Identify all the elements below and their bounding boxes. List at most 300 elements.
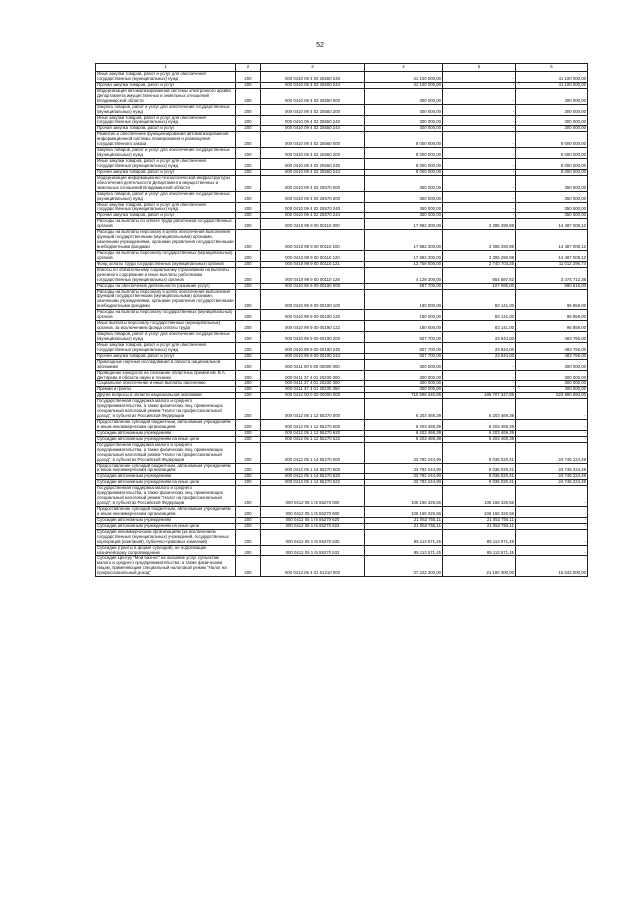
row-name: Закупка товаров, работ и услуг для обеспечения государственных (муниципальных) нужд [96,104,236,115]
row-executed: 9 036 020,41 [443,480,516,486]
table-row [96,545,588,556]
row-executed: 23 944,00 [443,353,516,359]
row-name: Иные закупки товаров, работ и услуг для обеспечения государственных (муниципальных) нужд [96,72,236,83]
row-approved: 8 000 000,00 [365,169,443,175]
row-executed: 106 166 326,56 [443,486,516,507]
row-budget-code: 000 0410 99 9 00 00110 120 [261,250,365,261]
row-executed: 3 395 290,88 [443,250,516,261]
row-approved: 300 000,00 [365,104,443,115]
row-executed: 23 944,00 [443,332,516,343]
row-executed: - [443,82,516,88]
row-approved: 180 000,00 [365,289,443,310]
row-budget-code: 000 0410 99 9 00 00190 000 [261,283,365,289]
row-approved: 300 000,00 [365,359,443,370]
row-line-code: 200 [236,104,261,115]
row-approved: 85 113 571,45 [365,529,443,545]
row-name: Прочая закупка товаров, работ и услуг [96,169,236,175]
table-row [96,463,588,474]
header-col-3: 3 [261,64,365,72]
row-name: Субсидии автономным учреждениям [96,517,236,523]
row-line-code: 200 [236,342,261,353]
row-executed: 21 052 755,11 [443,523,516,529]
row-line-code: 200 [236,72,261,83]
row-unexecuted: 300 000,00 [516,387,588,393]
row-approved: 33 782 244,90 [365,480,443,486]
row-line-code: 200 [236,381,261,387]
row-approved: 507 700,00 [365,342,443,353]
row-approved: 4 129 300,00 [365,267,443,283]
row-budget-code: 000 0412 05 1 I5 55270 600 [261,507,365,518]
table-row [96,159,588,170]
row-line-code: 200 [236,250,261,261]
row-name: Расходы на выплаты персоналу государственных (муниципальных) органов [96,250,236,261]
row-unexecuted: - [516,545,588,556]
row-approved: 300 000,00 [365,370,443,381]
row-unexecuted: 14 487 009,12 [516,219,588,230]
row-executed: 21 180 300,00 [443,556,516,577]
row-budget-code: 000 0412 05 1 12 55270 600 [261,420,365,431]
budget-table-container [95,63,587,577]
row-line-code: 200 [236,517,261,523]
row-line-code: 200 [236,132,261,148]
table-row [96,230,588,251]
row-approved: 8 000 000,00 [365,148,443,159]
row-budget-code: 000 0412 05 1 I5 55270 633 [261,545,365,556]
row-budget-code: 000 0411 37 4 01 20230 300 [261,381,365,387]
table-row [96,88,588,104]
row-line-code: 200 [236,219,261,230]
row-line-code: 200 [236,126,261,132]
row-approved: 300 000,00 [365,115,443,126]
row-unexecuted: 483 756,00 [516,353,588,359]
row-name: Субсидии автономным учреждениям на иные цели [96,436,236,442]
row-executed: - [443,175,516,191]
row-executed: 9 036 020,41 [443,463,516,474]
row-line-code: 200 [236,523,261,529]
row-approved: 41 100 000,00 [365,72,443,83]
row-budget-code: 000 0412 05 1 I5 55270 622 [261,523,365,529]
row-name: Проведение конкурсов на соискание областных премий им. В.А. Дегтярева в области науки и техники [96,370,236,381]
table-row [96,148,588,159]
row-executed: - [443,159,516,170]
row-name: Предоставление субсидий бюджетным, автономным учреждениям и иным некоммерческим организациям [96,507,236,518]
row-name: Расходы на выплаты персоналу государственных (муниципальных) органов [96,310,236,321]
row-executed: 186 707 347,85 [443,393,516,399]
row-unexecuted: - [516,517,588,523]
row-executed: - [443,202,516,213]
row-unexecuted: 300 000,00 [516,126,588,132]
row-executed: - [443,359,516,370]
row-line-code: 200 [236,442,261,463]
row-line-code: 200 [236,289,261,310]
row-unexecuted: - [516,523,588,529]
row-executed: - [443,169,516,175]
row-name: Фонд оплаты труда государственных (муниципальных) органов [96,261,236,267]
row-name: Прочая закупка товаров, работ и услуг [96,213,236,219]
row-line-code: 200 [236,507,261,518]
row-name: Субсидия Центру "Мой бизнес" на оказание услуг субъектам малого и среднего предпринимательства, а также физическим лицам, применяющим специальный налоговый режим "Налог на профессиональный доход" [96,556,236,577]
row-approved: 17 882 300,00 [365,230,443,251]
row-unexecuted: 8 000 000,00 [516,159,588,170]
row-budget-code: 000 0410 09 4 02 25550 000 [261,88,365,104]
row-budget-code: 000 0411 00 0 00 00000 000 [261,359,365,370]
table-row [96,175,588,191]
row-budget-code: 000 0410 09 4 02 25550 244 [261,126,365,132]
table-row [96,399,588,420]
table-row [96,321,588,332]
row-unexecuted: 41 100 000,00 [516,72,588,83]
row-approved: 8 000 000,00 [365,132,443,148]
row-name: Субсидии автономным учреждениям [96,430,236,436]
table-row [96,332,588,343]
table-row [96,529,588,545]
row-approved: 17 882 300,00 [365,250,443,261]
row-approved: 180 000,00 [365,321,443,332]
table-row [96,310,588,321]
row-approved: 300 000,00 [365,381,443,387]
row-budget-code: 000 0410 09 4 02 25560 200 [261,148,365,159]
row-unexecuted: 3 474 712,38 [516,267,588,283]
row-executed: 83 141,00 [443,289,516,310]
row-name: Иные закупки товаров, работ и услуг для обеспечения государственных (муниципальных) нужд [96,115,236,126]
row-unexecuted: - [516,486,588,507]
row-approved: 33 782 244,90 [365,442,443,463]
row-name: Закупка товаров, работ и услуг для обеспечения государственных (муниципальных) нужд [96,191,236,202]
row-unexecuted: 8 000 000,00 [516,169,588,175]
row-approved: 33 782 244,90 [365,474,443,480]
table-row [96,202,588,213]
table-row [96,370,588,381]
row-budget-code: 000 0410 09 4 02 25550 200 [261,104,365,115]
table-body [96,64,588,577]
header-col-2: 2 [236,64,261,72]
row-approved: 350 000,00 [365,202,443,213]
row-executed: - [443,381,516,387]
row-budget-code: 000 0410 99 9 00 00190 244 [261,353,365,359]
row-name: Субсидии (гранты в форме субсидий), не подлежащие казначейскому сопровождению [96,545,236,556]
row-line-code: 200 [236,399,261,420]
row-line-code: 200 [236,283,261,289]
table-row [96,442,588,463]
table-row [96,289,588,310]
row-approved: 300 000,00 [365,387,443,393]
row-budget-code: 000 0410 09 4 02 25570 200 [261,191,365,202]
row-approved: 350 000,00 [365,213,443,219]
row-budget-code: 000 0412 00 0 00 00000 000 [261,393,365,399]
row-budget-code: 000 0411 37 4 01 20230 000 [261,370,365,381]
row-unexecuted: - [516,529,588,545]
row-approved: 13 758 000,00 [365,261,443,267]
row-name: Прочая закупка товаров, работ и услуг [96,353,236,359]
table-row [96,342,588,353]
row-name: Государственная поддержка малого и среднего предпринимательства, а также физических лиц, применяющих специальный налоговый режим "Налог на профессиональный доход", в субъектах Российской Федерации [96,442,236,463]
row-line-code: 200 [236,159,261,170]
row-unexecuted: 300 000,00 [516,88,588,104]
row-name: Расходы на обеспечение деятельности (оказание услуг) [96,283,236,289]
row-name: Расходы на выплаты персоналу в целях обеспечения выполнения функций государственными (муниципальными) органами, казенными учреждениями, органами управления государственными внебюджетными фондами [97,289,234,309]
table-header-row [96,64,588,72]
row-line-code: 200 [236,213,261,219]
row-unexecuted: 483 756,00 [516,332,588,343]
row-name: Иные выплаты персоналу государственных (муниципальных) органов, за исключением фонда оплаты труда [96,321,236,332]
row-approved: 6 203 469,39 [365,420,443,431]
row-line-code: 200 [236,436,261,442]
row-budget-code: 000 0412 05 1 I5 55270 630 [261,529,365,545]
row-budget-code: 000 0410 99 9 00 00190 240 [261,342,365,353]
row-unexecuted: 16 042 000,00 [516,556,588,577]
row-line-code: 200 [236,310,261,321]
row-name: Иные закупки товаров, работ и услуг для обеспечения государственных (муниципальных) нужд [96,342,236,353]
table-row [96,191,588,202]
row-unexecuted: 24 746 224,49 [516,474,588,480]
row-approved: 6 203 469,39 [365,399,443,420]
row-executed: - [443,191,516,202]
row-executed: 106 166 326,56 [443,507,516,518]
row-executed: - [443,213,516,219]
row-unexecuted: 41 100 000,00 [516,82,588,88]
row-unexecuted: - [516,436,588,442]
header-col-5: 5 [443,64,516,72]
row-name: Расходы на выплаты персоналу в целях обеспечения выполнения функций государственными (муниципальными) органами, казенными учреждениями, органами управления государственными внебюджетными фондами [97,229,234,249]
row-budget-code: 000 0410 99 9 00 00190 122 [261,321,365,332]
row-approved: 300 000,00 [365,88,443,104]
row-line-code: 200 [236,556,261,577]
row-line-code: 200 [236,393,261,399]
row-unexecuted: 11 012 296,74 [516,261,588,267]
row-unexecuted: 580 615,00 [516,283,588,289]
table-row [96,507,588,518]
row-executed: - [443,72,516,83]
row-executed: 83 141,00 [443,321,516,332]
row-budget-code: 000 0410 09 4 02 25500 244 [261,82,365,88]
row-unexecuted: 24 746 224,49 [516,480,588,486]
row-budget-code: 000 0412 05 1 12 55270 620 [261,430,365,436]
row-name: Модернизация информационно-технологической инфраструктуры обеспечения деятельности Департамента имущественных и земельных отношений Владимирской области [96,175,236,191]
row-unexecuted: 350 000,00 [516,191,588,202]
row-approved: 180 000,00 [365,310,443,321]
row-unexecuted: 300 000,00 [516,359,588,370]
row-unexecuted: 350 000,00 [516,202,588,213]
row-name: Прикладные научные исследования в области национальной экономики [96,359,236,370]
row-budget-code: 000 0412 05 1 14 55270 620 [261,474,365,480]
row-budget-code: 000 0410 99 9 00 00110 100 [261,230,365,251]
row-approved: 85 113 571,45 [365,545,443,556]
row-approved: 33 782 244,90 [365,463,443,474]
row-executed: 3 395 290,88 [443,219,516,230]
row-unexecuted: 96 859,00 [516,310,588,321]
row-budget-code: 000 0410 99 9 00 00190 200 [261,332,365,343]
header-col-6: 6 [516,64,588,72]
row-line-code: 200 [236,486,261,507]
row-name: Субсидии автономным учреждениям на иные цели [96,523,236,529]
row-executed: - [443,104,516,115]
row-approved: 507 700,00 [365,353,443,359]
row-executed: 3 395 290,88 [443,230,516,251]
row-approved: 106 166 326,56 [365,507,443,518]
row-executed: 23 944,00 [443,342,516,353]
row-line-code: 200 [236,148,261,159]
row-name: Субсидии автономным учреждениям на иные цели [96,480,236,486]
row-executed: 6 203 469,39 [443,436,516,442]
row-unexecuted: 24 746 224,49 [516,442,588,463]
row-approved: 710 698 340,85 [365,393,443,399]
row-line-code: 200 [236,545,261,556]
row-unexecuted: 14 487 009,12 [516,230,588,251]
table-row [96,104,588,115]
row-approved: 350 000,00 [365,175,443,191]
row-name: Государственная поддержка малого и среднего предпринимательства, а также физических лиц, применяющих специальный налоговый режим "Налог на профессиональный доход", в субъектах Российской Федерации [96,399,236,420]
row-unexecuted: 350 000,00 [516,213,588,219]
row-name: Предоставление субсидий бюджетным, автономным учреждениям и иным некоммерческим организациям [96,463,236,474]
row-budget-code: 000 0410 09 4 02 25560 000 [261,132,365,148]
row-name: Иные закупки товаров, работ и услуг для обеспечения государственных (муниципальных) нужд [96,202,236,213]
row-line-code: 200 [236,321,261,332]
row-budget-code: 000 0412 05 1 12 55270 000 [261,399,365,420]
table-row [96,359,588,370]
row-name: Премии и гранты [96,387,236,393]
row-line-code: 200 [236,267,261,283]
row-line-code: 200 [236,191,261,202]
row-line-code: 200 [236,370,261,381]
row-line-code: 200 [236,480,261,486]
row-executed: 21 052 755,11 [443,517,516,523]
row-budget-code: 000 0410 09 4 02 25560 240 [261,159,365,170]
row-line-code: 200 [236,463,261,474]
row-unexecuted: 14 487 009,12 [516,250,588,261]
row-line-code: 200 [236,529,261,545]
row-executed: - [443,126,516,132]
row-executed: 9 036 020,41 [443,474,516,480]
row-executed: 6 203 469,39 [443,430,516,436]
row-approved: 6 203 469,39 [365,436,443,442]
row-budget-code: 000 0410 09 4 02 25550 240 [261,115,365,126]
row-executed: 85 113 571,45 [443,529,516,545]
row-name: Развитие и обеспечение функционирования автоматизированной информационной системы планирования и размещения государственного заказа [96,132,236,148]
row-name: Субсидии некоммерческим организациям (за исключением государственных (муниципальных) учреждений, государственных корпораций (компаний), публично-правовых компаний) [96,529,236,545]
row-approved: 6 203 469,39 [365,430,443,436]
row-budget-code: 000 0410 99 9 00 00110 121 [261,261,365,267]
table-row [96,267,588,283]
row-unexecuted: - [516,507,588,518]
row-approved: 37 222 300,00 [365,556,443,577]
row-budget-code: 000 0410 09 4 02 25500 240 [261,72,365,83]
row-line-code: 200 [236,202,261,213]
row-approved: 300 000,00 [365,126,443,132]
row-budget-code: 000 0411 37 4 01 20230 350 [261,387,365,393]
row-executed: 6 203 469,39 [443,399,516,420]
row-executed: - [443,387,516,393]
row-approved: 21 052 755,11 [365,517,443,523]
row-unexecuted: 96 859,00 [516,321,588,332]
row-executed: 6 203 469,39 [443,420,516,431]
table-row [96,132,588,148]
row-name: Закупка товаров, работ и услуг для обеспечения государственных (муниципальных) нужд [96,332,236,343]
table-row [96,556,588,577]
row-name: Закупка товаров, работ и услуг для обеспечения государственных (муниципальных) нужд [96,148,236,159]
header-col-4: 4 [365,64,443,72]
row-unexecuted: 96 859,00 [516,289,588,310]
row-line-code: 200 [236,359,261,370]
row-executed: - [443,132,516,148]
row-unexecuted: 24 746 224,49 [516,463,588,474]
row-budget-code: 000 0410 99 9 00 00190 100 [261,289,365,310]
row-unexecuted: 300 000,00 [516,115,588,126]
row-name: Взносы по обязательному социальному страхованию на выплаты денежного содержания и иные выплаты работникам государственных (муниципальных) органов [96,267,236,283]
row-approved: 106 166 326,56 [365,486,443,507]
row-executed: 107 085,00 [443,283,516,289]
row-unexecuted: 523 990 993,00 [516,393,588,399]
row-budget-code: 000 0410 99 9 00 00190 120 [261,310,365,321]
row-executed: 83 141,00 [443,310,516,321]
row-approved: 41 100 000,00 [365,82,443,88]
row-name: Иные закупки товаров, работ и услуг для обеспечения государственных (муниципальных) нужд [96,159,236,170]
budget-table [95,63,588,577]
table-row [96,420,588,431]
row-unexecuted: - [516,430,588,436]
row-executed: 9 036 020,41 [443,442,516,463]
row-name: Расходы на выплаты по оплате труда работников государственных органов [96,219,236,230]
row-name: Прочая закупка товаров, работ и услуг [96,82,236,88]
row-name: Прочая закупка товаров, работ и услуг [96,126,236,132]
row-name: Государственная поддержка малого и среднего предпринимательства, а также физических лиц, применяющих специальный налоговый режим "Налог на профессиональный доход", в субъектах Российской Федерации [96,486,236,507]
row-unexecuted: 8 000 000,00 [516,148,588,159]
row-approved: 350 000,00 [365,191,443,202]
row-line-code: 200 [236,169,261,175]
row-line-code: 200 [236,230,261,251]
row-executed: - [443,115,516,126]
row-budget-code: 000 0410 09 4 02 25570 000 [261,175,365,191]
row-approved: 687 700,00 [365,283,443,289]
row-executed: 654 587,62 [443,267,516,283]
header-col-1: 1 [96,64,236,72]
row-unexecuted: - [516,420,588,431]
row-name: Субсидии автономным учреждениям [96,474,236,480]
row-executed: - [443,370,516,381]
table-row [96,250,588,261]
row-budget-code: 000 0410 99 9 00 00110 000 [261,219,365,230]
row-line-code: 200 [236,420,261,431]
row-name: Другие вопросы в области национальной экономики [96,393,236,399]
row-budget-code: 000 0410 09 4 02 25570 244 [261,213,365,219]
row-executed: 2 740 703,26 [443,261,516,267]
page-number: 52 [316,42,324,49]
row-unexecuted: 350 000,00 [516,175,588,191]
row-line-code: 200 [236,387,261,393]
row-unexecuted: - [516,399,588,420]
row-budget-code: 000 0410 99 9 00 00110 129 [261,267,365,283]
table-row [96,72,588,83]
row-line-code: 200 [236,82,261,88]
row-line-code: 200 [236,332,261,343]
row-unexecuted: 300 000,00 [516,370,588,381]
row-budget-code: 000 0410 09 4 02 25560 244 [261,169,365,175]
row-name: Социальное обеспечение и иные выплаты населению [96,381,236,387]
row-executed: 85 113 571,45 [443,545,516,556]
table-row [96,219,588,230]
row-name: Модернизация автоматизированной системы электронного архива Департамента имущественных и земельных отношений Владимирской области [96,88,236,104]
row-budget-code: 000 0412 05 1 I5 55270 000 [261,486,365,507]
row-unexecuted: 483 756,00 [516,342,588,353]
row-approved: 507 700,00 [365,332,443,343]
row-budget-code: 000 0412 05 4 01 61210 000 [261,556,365,577]
row-unexecuted: 300 000,00 [516,381,588,387]
row-unexecuted: 300 000,00 [516,104,588,115]
row-budget-code: 000 0410 09 4 02 25570 240 [261,202,365,213]
row-line-code: 200 [236,175,261,191]
row-executed: - [443,88,516,104]
table-row [96,115,588,126]
row-line-code: 200 [236,474,261,480]
